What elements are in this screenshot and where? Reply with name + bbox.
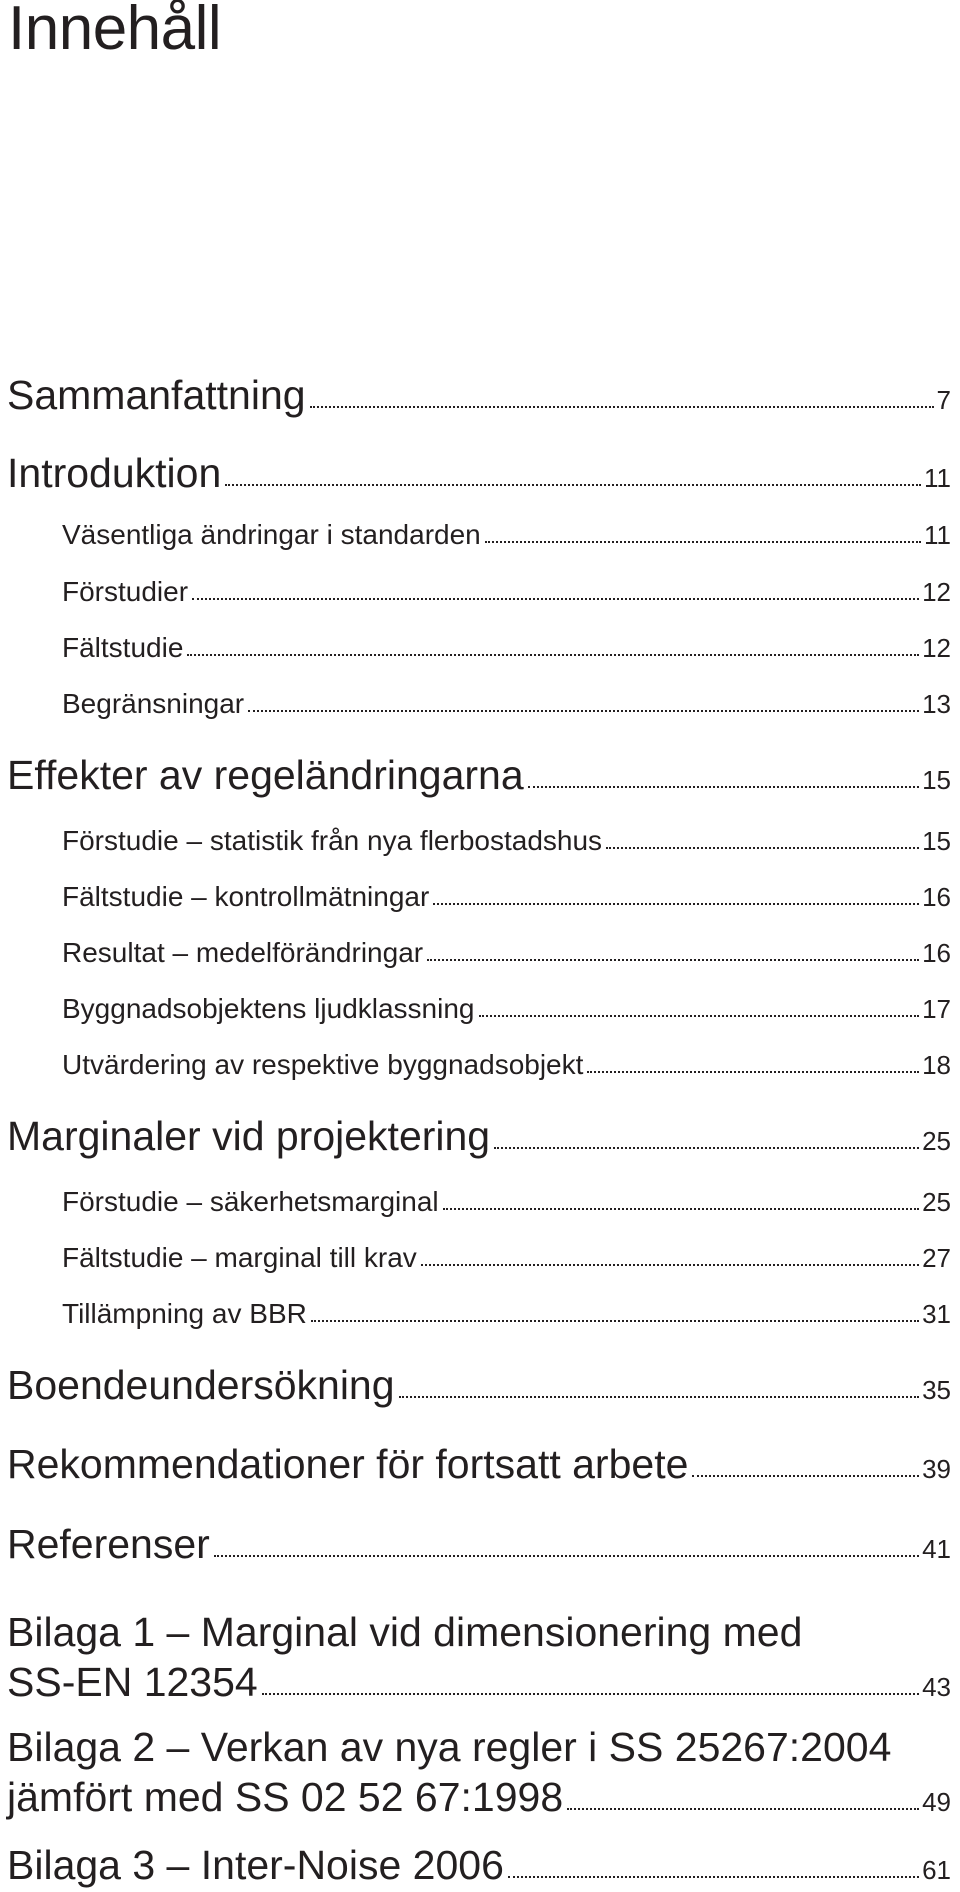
toc-entry-label: Byggnadsobjektens ljudklassning: [62, 993, 475, 1024]
dot-leader: [494, 1147, 919, 1149]
toc-entry-page: 13: [922, 689, 951, 719]
dot-leader: [692, 1475, 919, 1477]
toc-entry-label: Marginaler vid projektering: [7, 1113, 491, 1159]
toc-subentry[interactable]: [62, 881, 951, 913]
toc-entry[interactable]: [7, 1362, 951, 1409]
toc-entry-page: 35: [922, 1375, 951, 1405]
toc-subentry[interactable]: [62, 993, 951, 1025]
toc-entry-label: Boendeundersökning: [7, 1362, 395, 1408]
toc-entry-label: Förstudie – statistik från nya flerbostadshus: [62, 825, 603, 856]
toc-entry-page: 31: [922, 1299, 951, 1329]
toc-subentry[interactable]: [62, 1298, 951, 1330]
toc-entry-label: Sammanfattning: [7, 372, 306, 418]
dot-leader: [587, 1071, 919, 1073]
dot-leader: [528, 786, 919, 788]
dot-leader: [606, 847, 919, 849]
toc-entry-page: 7: [936, 385, 951, 415]
toc-entry-label: Effekter av regeländringarna: [7, 752, 524, 798]
dot-leader: [421, 1264, 919, 1266]
toc-entry-label: Fältstudie – marginal till krav: [62, 1242, 417, 1273]
toc-entry[interactable]: [7, 1441, 951, 1488]
toc-entry-page: 41: [922, 1534, 951, 1564]
toc-entry-page: 27: [922, 1243, 951, 1273]
toc-entry[interactable]: [7, 1842, 951, 1889]
toc-entry-page: 25: [922, 1126, 951, 1156]
toc-entry-label: Resultat – medelförändringar: [62, 937, 424, 968]
toc-entry-page: 15: [922, 826, 951, 856]
dot-leader: [248, 710, 919, 712]
toc-entry-label: Introduktion: [7, 450, 222, 496]
toc-entry[interactable]: [7, 1659, 951, 1706]
dot-leader: [479, 1015, 920, 1017]
toc-entry-page: 43: [922, 1672, 951, 1702]
toc-entry-page: 18: [922, 1050, 951, 1080]
toc-entry[interactable]: [7, 1774, 951, 1821]
dot-leader: [225, 484, 921, 486]
toc-entry-page: 49: [922, 1787, 951, 1817]
toc-entry-label: Utvärdering av respektive byggnadsobjekt: [62, 1049, 584, 1080]
toc-entry-label: Fältstudie – kontrollmätningar: [62, 881, 430, 912]
toc-entry-page: 17: [922, 994, 951, 1024]
toc-subentry[interactable]: [62, 1186, 951, 1218]
toc-entry-page: 25: [922, 1187, 951, 1217]
toc-entry[interactable]: [7, 752, 951, 799]
toc-subentry[interactable]: [62, 519, 951, 551]
toc-entry-label: Begränsningar: [62, 688, 245, 719]
toc-entry-page: 39: [922, 1454, 951, 1484]
toc-entry-label: Förstudier: [62, 576, 189, 607]
dot-leader: [310, 406, 934, 408]
toc-entry-label: Bilaga 3 – Inter-Noise 2006: [7, 1842, 504, 1888]
dot-leader: [214, 1555, 919, 1557]
dot-leader: [187, 654, 919, 656]
toc-entry-label: Rekommendationer för fortsatt arbete: [7, 1441, 689, 1487]
toc-entry-page: 16: [922, 938, 951, 968]
toc-entry[interactable]: [7, 1113, 951, 1160]
toc-entry-label: Väsentliga ändringar i standarden: [62, 519, 481, 550]
dot-leader: [485, 541, 921, 543]
dot-leader: [433, 903, 919, 905]
toc-subentry[interactable]: [62, 937, 951, 969]
toc-entry-label: Referenser: [7, 1521, 210, 1567]
dot-leader: [508, 1876, 919, 1878]
toc-entry-label: jämfört med SS 02 52 67:1998: [7, 1774, 564, 1820]
toc-entry-label: SS-EN 12354: [7, 1659, 258, 1705]
toc-entry-label: Förstudie – säkerhetsmarginal: [62, 1186, 439, 1217]
toc-entry[interactable]: [7, 1521, 951, 1568]
toc-entry-label-line1: Bilaga 1 – Marginal vid dimensionering med: [7, 1609, 803, 1655]
toc-subentry[interactable]: [62, 1049, 951, 1081]
toc-entry-label: Tillämpning av BBR: [62, 1298, 307, 1329]
toc-entry-page: 12: [922, 577, 951, 607]
dot-leader: [192, 598, 919, 600]
dot-leader: [567, 1808, 919, 1810]
page-title: Innehåll: [8, 0, 222, 63]
toc-entry-page: 11: [924, 463, 951, 493]
toc-entry-page: 15: [922, 765, 951, 795]
toc-subentry[interactable]: [62, 825, 951, 857]
toc-entry-label-line1: Bilaga 2 – Verkan av nya regler i SS 25267:2004: [7, 1724, 892, 1770]
toc-entry-page: 61: [922, 1855, 951, 1885]
toc-entry-page: 16: [922, 882, 951, 912]
toc-entry-label: Fältstudie: [62, 632, 184, 663]
dot-leader: [311, 1320, 919, 1322]
toc-entry[interactable]: [7, 450, 951, 497]
toc-subentry[interactable]: [62, 688, 951, 720]
dot-leader: [399, 1396, 920, 1398]
toc-entry[interactable]: [7, 372, 951, 419]
toc-entry-page: 11: [924, 520, 951, 550]
dot-leader: [262, 1693, 919, 1695]
toc-subentry[interactable]: [62, 576, 951, 608]
dot-leader: [443, 1208, 919, 1210]
toc-subentry[interactable]: [62, 632, 951, 664]
dot-leader: [427, 959, 919, 961]
toc-subentry[interactable]: [62, 1242, 951, 1274]
toc-entry-page: 12: [922, 633, 951, 663]
